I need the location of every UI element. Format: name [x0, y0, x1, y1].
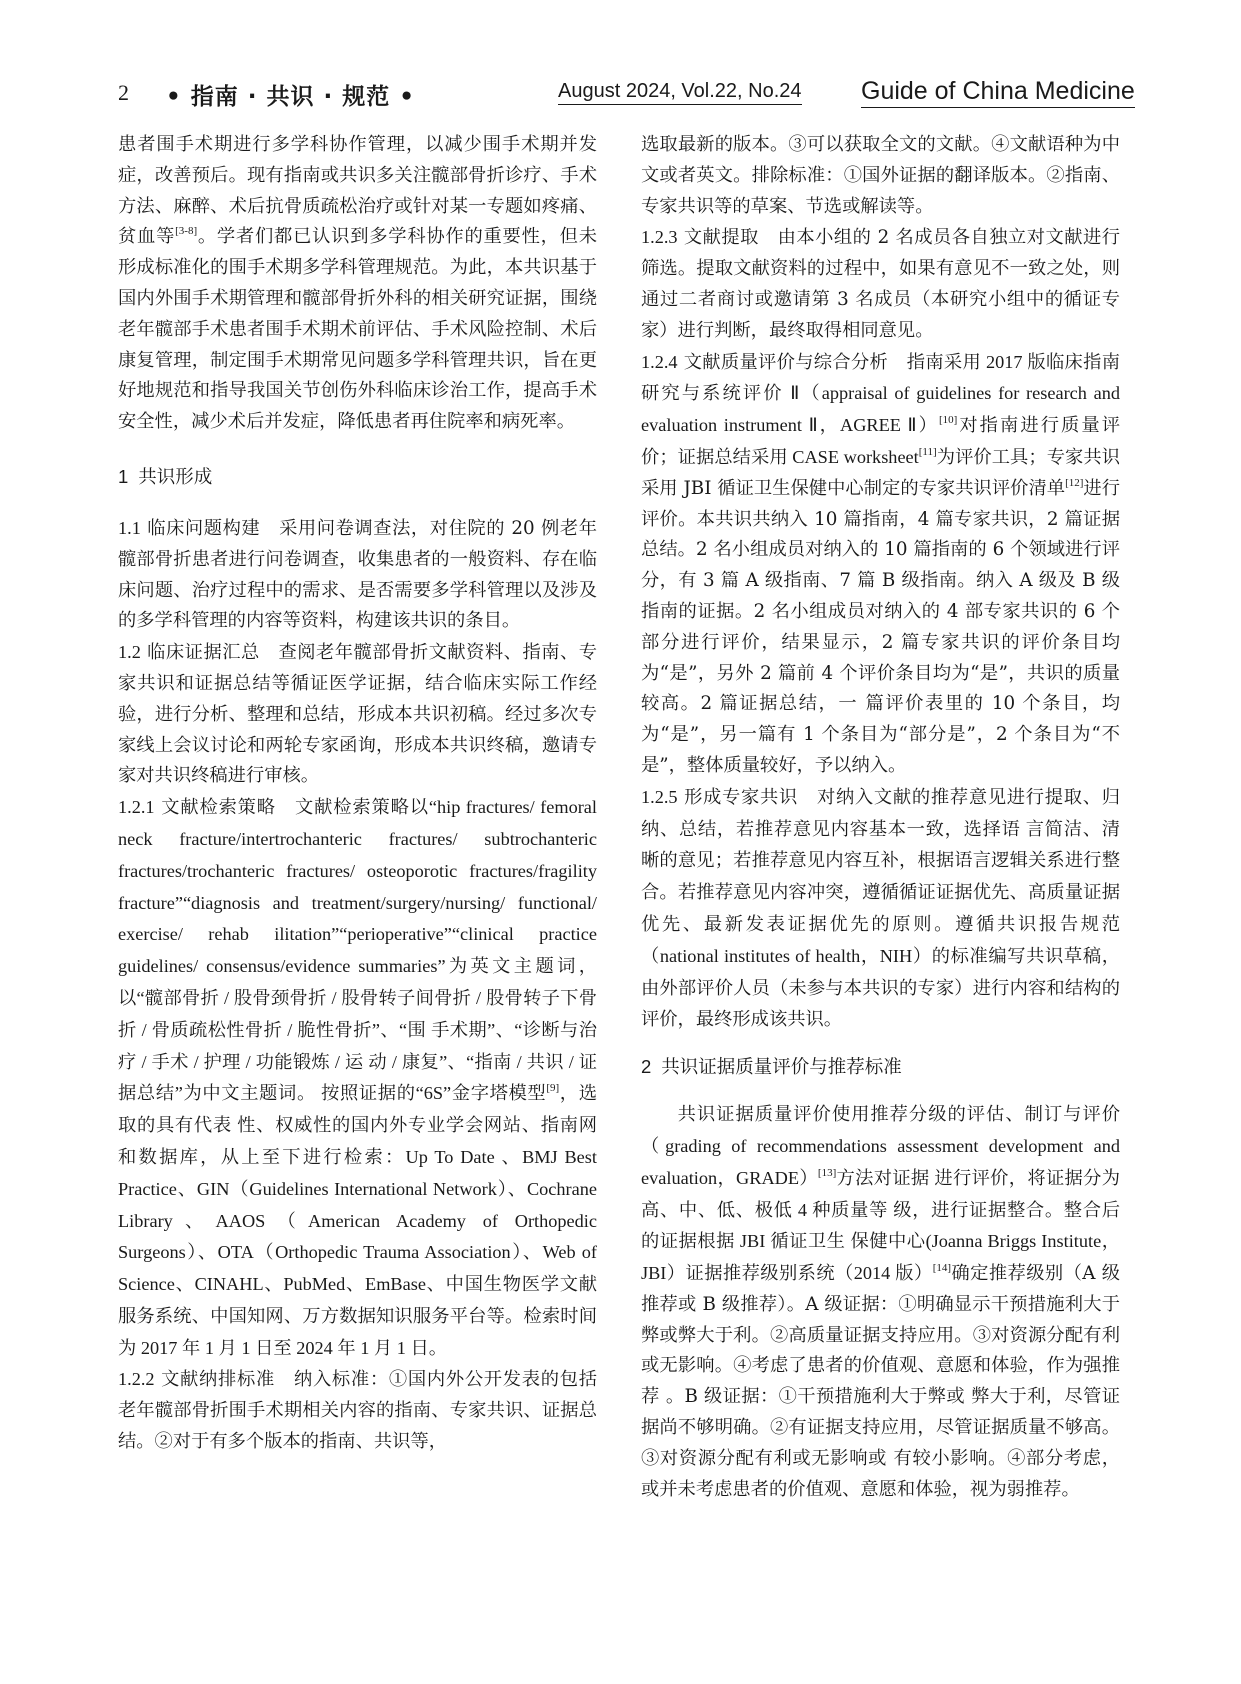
subsection-title: 文献质量评价与综合分析 — [683, 351, 889, 373]
section-title: 共识形成 — [138, 466, 213, 488]
subsection-title: 文献纳排标准 — [161, 1369, 275, 1391]
right-column — [641, 130, 1120, 1505]
subsection-text: 查阅老年髋部骨折文献资料、指南、专家共识和证据总结等循证医学证据，结合临床实际工作经验，进行分析、整理和总结，形成本共识初稿。经过多次专家线上会议讨论和两轮专家函询，形成本共识终稿，邀请专家对共识终稿进行审核。 — [118, 642, 598, 787]
subsection-text: 选取最新的版本。③可以获取全文的文献。④文献语种为中文或者英文。排除标准：①国外证据的翻译版本。②指南、专家共识等的草案、节选或解读等。 — [641, 134, 1120, 217]
citation: [13] — [817, 1166, 837, 1179]
subsection-number: 1.2.5 — [641, 786, 678, 807]
subsection-text: 指南采用 2017 版临床指南研究与系统评价 Ⅱ（appraisal of guidelines for research and evaluation instrument Ⅱ，AGREE Ⅱ） — [641, 351, 1121, 436]
intro-paragraph — [118, 130, 597, 438]
journal-title: Guide of China Medicine — [861, 77, 1135, 108]
citation: [10] — [938, 414, 958, 427]
section-heading-1 — [118, 462, 597, 493]
subsection-text: 对指南进行质量评价；证据总结采用 CASE worksheet — [641, 415, 1120, 467]
issue-info: August 2024, Vol.22, No.24 — [558, 80, 802, 105]
citation: [12] — [1065, 476, 1084, 489]
intro-text: 患者围手术期进行多学科协作管理，以减少围手术期并发症，改善预后。现有指南或共识多关注髋部骨折诊疗、手术方法、麻醉、术后抗骨质疏松治疗或针对某一专题如疼痛、贫血等 — [118, 134, 597, 248]
subsection-number: 1.2.4 — [641, 351, 678, 372]
page-number: 2 — [118, 80, 129, 105]
section-title: 共识证据质量评价与推荐标准 — [661, 1057, 902, 1079]
subsection-text: 为评价工具；专家共识采用 JBI 循证卫生保健中心制定的专家共识评价清单 — [641, 446, 1120, 499]
subsection-title: 文献提取 — [683, 227, 759, 249]
subsection-1-2-1 — [118, 792, 597, 1364]
subsection-number: 1.1 — [118, 517, 141, 538]
subsection-text: 采用问卷调查法，对住院的 20 例老年髋部骨折患者进行问卷调查，收集患者的一般资料、存在临床问题、治疗过程中的需求、是否需要多学科管理以及涉及的多学科管理的内容等资料，构建该共识的条目。 — [118, 517, 598, 632]
subsection-title: 文献检索策略 — [161, 797, 276, 819]
subsection-number: 1.2 — [118, 642, 141, 663]
citation: [14] — [932, 1262, 952, 1275]
paragraph-text: 共识证据质量评价使用推荐分级的评估、制订与评价（grading of recommendations assessment development and evaluation，GRADE） — [641, 1104, 1120, 1188]
subsection-number: 1.2.2 — [118, 1369, 155, 1390]
subsection-1-1 — [118, 513, 597, 637]
citation: [11] — [918, 445, 937, 458]
subsection-text: 进行评价。本共识共纳入 10 篇指南，4 篇专家共识，2 篇证据总结。2 名小组成员对纳入的 10 篇指南的 6 个领域进行评分，有 3 篇 A 级指南、7 篇 B 级指南。纳入 A 级及 B 级指南的证据。2 名小组成员对纳入的 4 部专家共识的 6 个部分进行评价，结果显示，2 篇专家共识的评价条目均为“是”，另外 2 篇前 4 个评价条目均为“是”，共识的质量较高。2 篇证据总结，一 篇评价表里的 10 个条目，均为“是”，另一篇有 1 个条目为“部分是”，2 个条目为“不是”，整体质量较好，予以纳入。 — [641, 477, 1121, 776]
section-number: 2 — [641, 1056, 652, 1078]
subsection-1-2-5 — [641, 782, 1120, 1036]
subsection-1-2 — [118, 637, 597, 792]
subsection-text: 由本小组的 2 名成员各自独立对文献进行筛选。提取文献资料的过程中，如果有意见不一致之处，则通过二者商讨或邀请第 3 名成员（本研究小组中的循证专家）进行判断，最终取得相同意见。 — [641, 227, 1121, 341]
paragraph-text: 方法对证据 进行评价，将证据分为高、中、低、极低 4 种质量等 级，进行证据整合。整合后的证据根据 JBI 循证卫生 保健中心(Joanna Briggs Institute，JBI）证据推荐级别系统（2014 版） — [641, 1167, 1121, 1284]
paragraph-text: 确定推荐级别（A 级推荐或 B 级推荐）。A 级证据：①明确显示干预措施利大于 弊或弊大于利。②高质量证据支持应用。③对资源分配有利或无影响。④考虑了患者的价值观、意愿和体验，作为强推荐 。B 级证据：①干预措施利大于弊或 弊大于利，尽管证据尚不够明确。②有证据支持应用，尽管证据质量不够高。③对资源分配有利或无影响或 有较小影响。④部分考虑，或并未考虑患者的价值观、意愿和体验，视为弱推荐。 — [641, 1263, 1120, 1500]
subsection-number: 1.2.3 — [641, 227, 678, 248]
section-2-paragraph — [641, 1099, 1120, 1505]
subsection-1-2-3 — [641, 222, 1120, 346]
subsection-title: 临床问题构建 — [147, 517, 261, 539]
subsection-number: 1.2.1 — [118, 797, 155, 818]
subsection-1-2-2 — [118, 1364, 597, 1457]
citation: [9] — [546, 1082, 560, 1095]
subsection-1-2-2-cont — [641, 130, 1120, 222]
citation: [3-8] — [175, 225, 198, 238]
subsection-text: 文献检索策略以“hip fractures/ femoral neck fracture/intertrochanteric fractures/ subtrochanteric fractures/trochanteric fractures/ osteoporotic fractures/fragility fracture”“diagnosis and treatment/surgery/nursing/ functional/ exercise/ rehab ilitation”“perioperative”“clinical practice guidelines/ consensus/evidence summaries”为英文主题词，以“髋部骨折 / 股骨颈骨折 / 股骨转子间骨折 / 股骨转子下骨折 / 骨质疏松性骨折 / 脆性骨折”、“围 手术期”、“诊断与治疗 / 手术 / 护理 / 功能锻炼 / 运 动 / 康复”、“指南 / 共识 / 证据总结”为中文主题词。 按照证据的“6S”金字塔模型 — [118, 797, 598, 1104]
subsection-title: 形成专家共识 — [684, 786, 798, 808]
section-heading-2 — [641, 1052, 1120, 1083]
subsection-text: 对纳入文献的推荐意见进行提取、归纳、总结，若推荐意见内容基本一致，选择语 言简洁、清晰的意见；若推荐意见内容互补，根据语言逻辑关系进行整合。若推荐意见内容冲突，遵循循证证据优先、高质量证据优先、最新发表证据优先的原则。遵循共识报告规范（national institutes of health，NIH）的标准编写共识草稿，由外部评价人员（未参与本共识的专家）进行内容和结构的评价，最终形成该共识。 — [641, 786, 1121, 1030]
subsection-text-tail: ，选取的具有代表 性、权威性的国内外专业学会网站、指南网和数据库，从上至下进行检索：Up To Date 、BMJ Best Practice、GIN（Guidelines International Network）、Cochrane Library、AAOS（American Academy of Orthopedic Surgeons）、OTA（Orthopedic Trauma Association）、Web of Science、CINAHL、PubMed、EmBase、中国生物医学文献服务系统、中国知网、万方数据知识服务平台等。检索时间为 2017 年 1 月 1 日至 2024 年 1 月 1 日。 — [118, 1083, 597, 1358]
left-column — [118, 130, 597, 1458]
intro-text-tail: 。学者们都已认识到多学科协作的重要性，但未形成标准化的围手术期多学科管理规范。为此，本共识基于国内外围手术期管理和髋部骨折外科的相关研究证据，围绕老年髋部手术患者围手术期术前评估、手术风险控制、术后康复管理，制定围手术期常见问题多学科管理共识，旨在更好地规范和指导我国关节创伤外科临床诊治工作，提高手术安全性，减少术后并发症，降低患者再住院率和病死率。 — [118, 226, 597, 433]
subsection-1-2-4 — [641, 347, 1120, 782]
subsection-text: 纳入标准：①国内外公开发表的包括老年髋部骨折围手术期相关内容的指南、专家共识、证据总结。②对于有多个版本的指南、共识等， — [118, 1369, 598, 1453]
section-number: 1 — [118, 465, 129, 487]
section-label: • 指南 · 共识 · 规范 • — [166, 84, 415, 110]
subsection-title: 临床证据汇总 — [147, 642, 260, 664]
